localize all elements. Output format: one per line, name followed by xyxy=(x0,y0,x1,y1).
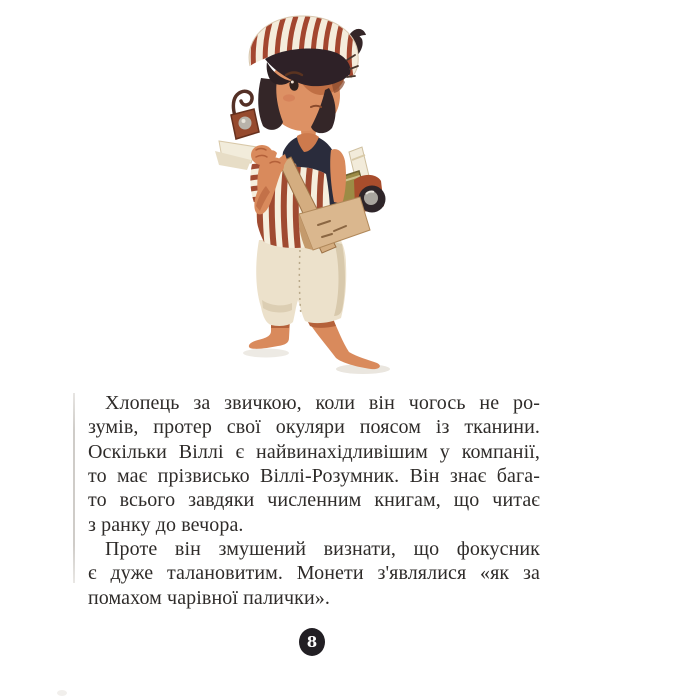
page-number-badge xyxy=(299,628,325,656)
text-line: Оскільки Віллі є найвинахідливішим у компанії, xyxy=(88,440,540,463)
text-line: з ранку до вечора. xyxy=(88,513,244,536)
scan-smudge xyxy=(57,690,67,696)
text-line: то має прізвисько Віллі-Розумник. Він знає бага- xyxy=(88,465,540,488)
text-line: Хлопець за звичкою, коли він чогось не ро- xyxy=(105,392,540,414)
text-line: помахом чарівної палички». xyxy=(88,586,330,609)
boy-head xyxy=(249,16,366,133)
page-number: 8 xyxy=(306,633,318,651)
boy-pants xyxy=(256,239,346,326)
text-line: Проте він змушений визнати, що фокусник xyxy=(105,538,540,561)
text-line: є дуже талановитим. Монети з'являлися «як за xyxy=(88,562,540,585)
striped-cap xyxy=(249,16,358,86)
text-line: зумів, протер свої окуляри поясом із тканини. xyxy=(88,416,540,439)
text-line: то всього завдяки численним книгам, що читає xyxy=(88,489,540,512)
story-text xyxy=(88,391,540,610)
left-margin-line xyxy=(73,393,75,583)
